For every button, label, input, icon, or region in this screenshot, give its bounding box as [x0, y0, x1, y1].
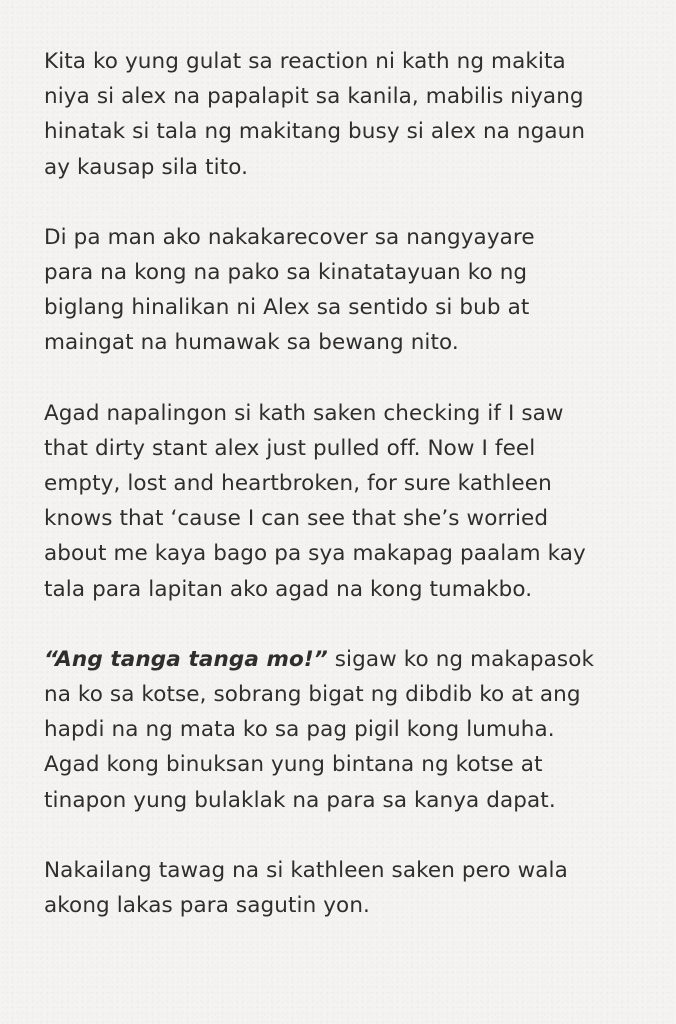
note-body — [44, 44, 644, 958]
paragraph-2: Di pa man ako nakakarecover sa nangyayare para na kong na pako sa kinatatayuan ko ng biglang hinalikan ni Alex sa sentido si bub at maingat na humawak sa bewang nito. — [44, 224, 535, 356]
paragraph-4-text: sigaw ko ng makapasok na ko sa kotse, sobrang bigat ng dibdib ko at ang hapdi na ng mata ko sa pag pigil kong lumuha. Agad kong binuksan yung bintana ng kotse at tinapon yung bulaklak na para sa kanya dapat. — [44, 646, 595, 813]
paragraph-3: Agad napalingon si kath saken checking if I saw that dirty stant alex just pulled off. Now I feel empty, lost and heartbroken, for sure kathleen knows that ‘cause I can see that she’s worried about me kaya bago pa sya makapag paalam kay tala para lapitan ako agad na kong tumakbo. — [44, 400, 586, 602]
dialogue-quote: “Ang tanga tanga mo!” — [44, 646, 328, 672]
paragraph-5: Nakailang tawag na si kathleen saken pero wala akong lakas para sagutin yon. — [44, 857, 568, 919]
paragraph-4 — [44, 642, 644, 818]
paragraph-1: Kita ko yung gulat sa reaction ni kath ng makita niya si alex na papalapit sa kanila, mabilis niyang hinatak si tala ng makitang busy si alex na ngaun ay kausap sila tito. — [44, 49, 586, 180]
